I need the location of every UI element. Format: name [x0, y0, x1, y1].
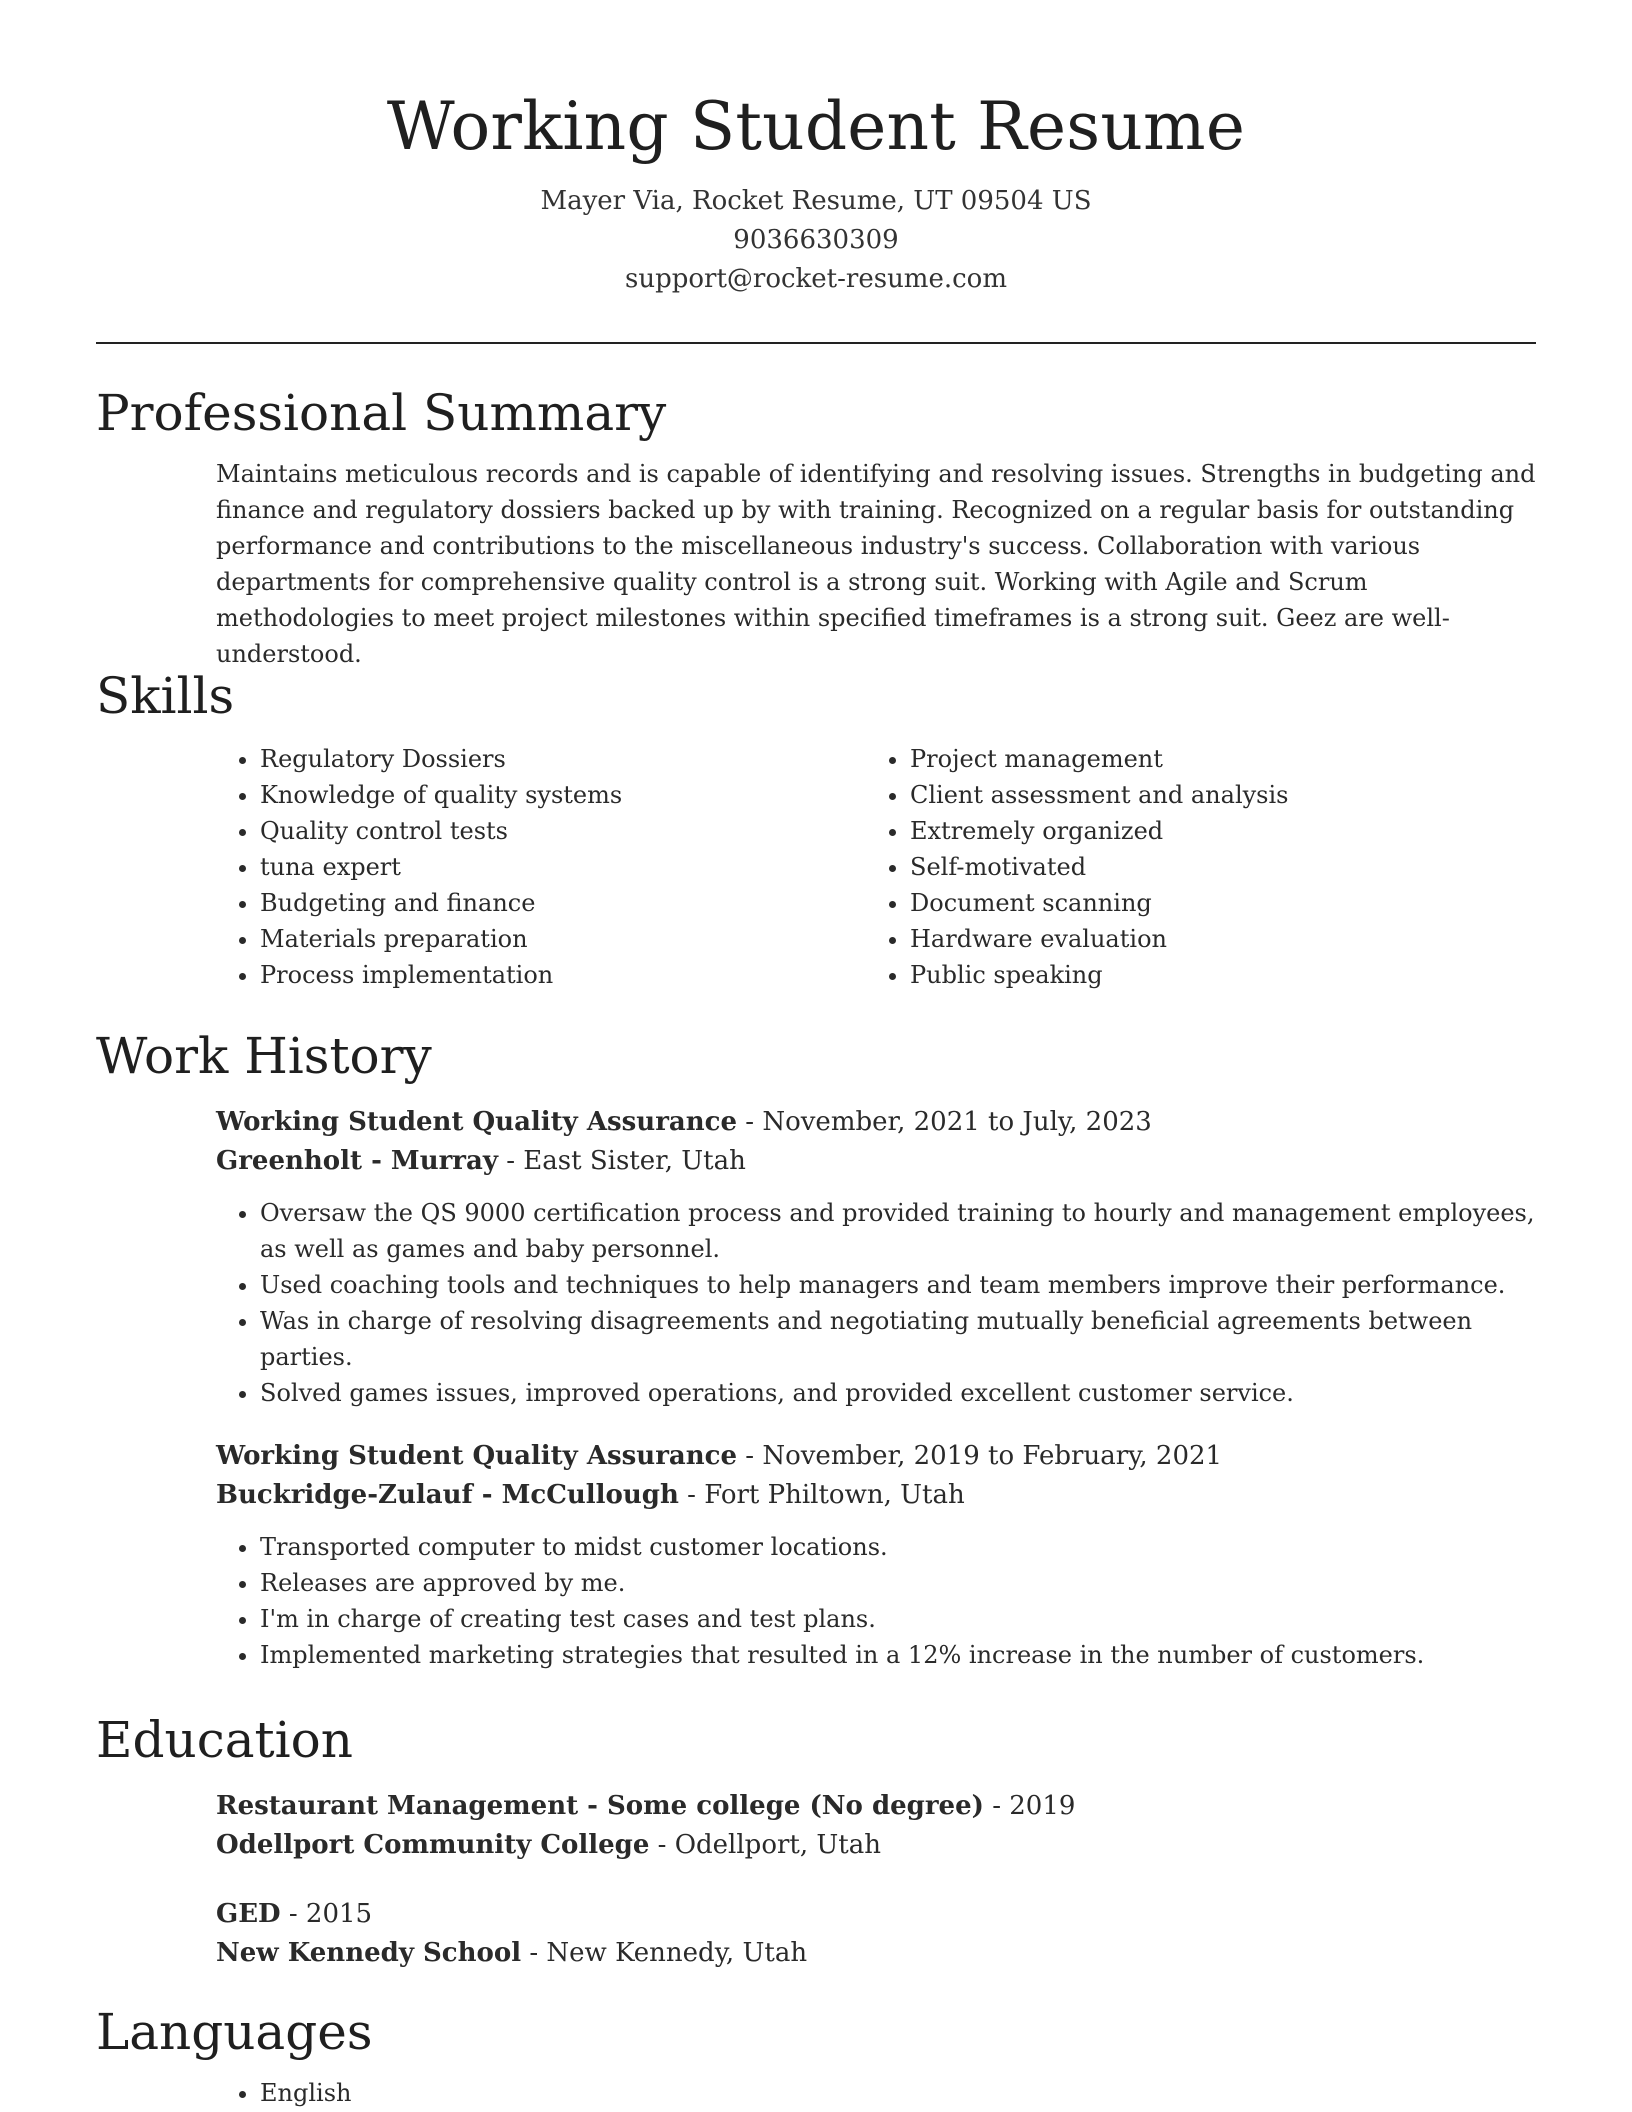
job-bullet: • Oversaw the QS 9000 certification process and provided training to hourly and management employees, as well as games and baby personnel. — [260, 1195, 1540, 1267]
education-location: New Kennedy, Utah — [546, 1938, 808, 1968]
job-title: Working Student Quality Assurance — [216, 1441, 738, 1471]
education-degree: Restaurant Management - Some college (No degree) — [216, 1791, 984, 1821]
education-location: Odellport, Utah — [674, 1830, 881, 1860]
education-section — [96, 1709, 1536, 1973]
skill-item: • Project management — [910, 741, 1516, 777]
education-school-line — [216, 1934, 1536, 1973]
skill-item: • Extremely organized — [910, 813, 1516, 849]
job-title: Working Student Quality Assurance — [216, 1107, 738, 1137]
separator: - — [280, 1899, 306, 1929]
separator: - — [521, 1938, 547, 1968]
job-location: East Sister, Utah — [523, 1146, 746, 1176]
job-dates: November, 2021 to July, 2023 — [762, 1107, 1152, 1137]
skills-columns — [216, 741, 1536, 993]
education-school: New Kennedy School — [216, 1938, 522, 1968]
education-school: Odellport Community College — [216, 1830, 650, 1860]
job-company: Buckridge-Zulauf - McCullough — [216, 1480, 679, 1510]
job-location: Fort Philtown, Utah — [704, 1480, 965, 1510]
header-divider — [96, 342, 1536, 344]
job-bullet: • Releases are approved by me. — [260, 1565, 1540, 1601]
education-heading: Education — [96, 1711, 353, 1769]
job-bullet: • Implemented marketing strategies that resulted in a 12% increase in the number of customers. — [260, 1637, 1540, 1673]
skill-item: • Regulatory Dossiers — [260, 741, 866, 777]
skills-section — [96, 665, 1536, 993]
job-entry — [216, 1437, 1536, 1673]
skill-item: • Budgeting and finance — [260, 885, 866, 921]
summary-section — [96, 382, 1536, 672]
skill-item: • Knowledge of quality systems — [260, 777, 866, 813]
job-bullet: • I'm in charge of creating test cases and test plans. — [260, 1601, 1540, 1637]
separator: - — [678, 1480, 705, 1510]
separator: - — [497, 1146, 524, 1176]
skills-list-left — [216, 741, 866, 993]
education-degree-line — [216, 1787, 1536, 1826]
job-title-line — [216, 1103, 1536, 1142]
skill-item: • Document scanning — [910, 885, 1516, 921]
summary-heading: Professional Summary — [96, 384, 667, 442]
summary-text: Maintains meticulous records and is capable of identifying and resolving issues. Strengths in budgeting and finance and regulatory dossiers backed up by with training. Recognized on a regular basis for outstanding performance and contributions to the miscellaneous industry's success. Collaboration with various departments for comprehensive quality control is a strong suit. Working with Agile and Scrum methodologies to meet project milestones within specified timeframes is a strong suit. Geez are well-understood. — [216, 460, 1536, 668]
separator: - — [649, 1830, 675, 1860]
education-entry — [216, 1895, 1536, 1973]
job-dates: November, 2019 to February, 2021 — [762, 1441, 1223, 1471]
job-bullets — [216, 1195, 1540, 1411]
job-title-line — [216, 1437, 1536, 1476]
contact-address: Mayer Via, Rocket Resume, UT 09504 US — [540, 186, 1092, 216]
job-bullet: • Was in charge of resolving disagreements and negotiating mutually beneficial agreements between parties. — [260, 1303, 1540, 1375]
skill-item: • Hardware evaluation — [910, 921, 1516, 957]
skill-item: • Public speaking — [910, 957, 1516, 993]
skill-item: • tuna expert — [260, 849, 866, 885]
job-company-line — [216, 1142, 1536, 1181]
education-year: 2015 — [305, 1899, 373, 1929]
skills-list-right — [866, 741, 1516, 993]
separator: - — [983, 1791, 1010, 1821]
resume-title: Working Student Resume — [386, 88, 1246, 165]
job-bullet: • Transported computer to midst customer locations. — [260, 1529, 1540, 1565]
job-bullet: • Solved games issues, improved operations, and provided excellent customer service. — [260, 1375, 1540, 1411]
skill-item: • Process implementation — [260, 957, 866, 993]
language-item: • English — [260, 2075, 1536, 2111]
languages-heading: Languages — [96, 2003, 373, 2061]
job-bullets — [216, 1529, 1540, 1673]
skill-item: • Materials preparation — [260, 921, 866, 957]
job-company-line — [216, 1476, 1536, 1515]
education-year: 2019 — [1009, 1791, 1076, 1821]
contact-email: support@rocket-resume.com — [624, 264, 1007, 294]
work-history-heading: Work History — [96, 1027, 432, 1085]
skills-heading: Skills — [96, 667, 235, 725]
resume-header — [0, 82, 1632, 299]
skill-item: • Self-motivated — [910, 849, 1516, 885]
languages-body — [216, 2075, 1536, 2111]
job-entry — [216, 1103, 1536, 1411]
contact-phone: 9036630309 — [733, 225, 899, 255]
separator: - — [737, 1107, 763, 1137]
work-history-section — [96, 1025, 1536, 1673]
job-company: Greenholt - Murray — [216, 1146, 498, 1176]
skill-item: • Quality control tests — [260, 813, 866, 849]
separator: - — [737, 1441, 763, 1471]
education-degree: GED — [216, 1899, 281, 1929]
languages-list — [216, 2075, 1536, 2111]
education-school-line — [216, 1826, 1536, 1865]
languages-section — [96, 2001, 1536, 2111]
job-bullet: • Used coaching tools and techniques to help managers and team members improve their performance. — [260, 1267, 1540, 1303]
contact-block — [0, 182, 1632, 299]
education-entry — [216, 1787, 1536, 1865]
skill-item: • Client assessment and analysis — [910, 777, 1516, 813]
education-degree-line — [216, 1895, 1536, 1934]
